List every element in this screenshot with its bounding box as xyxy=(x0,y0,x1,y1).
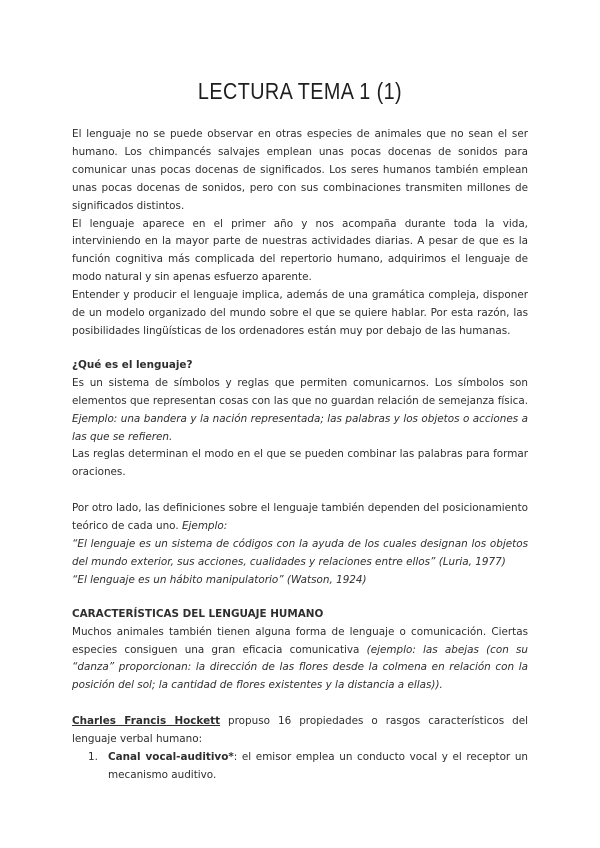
rules-paragraph: Las reglas determinan el modo en el que se pueden combinar las palabras para formar oraciones. xyxy=(72,448,528,479)
quote-luria: “El lenguaje es un sistema de códigos con la ayuda de los cuales designan los objetos del mundo exterior, sus acciones, cualidades y relaciones entre ellos” (Luria, 1977) xyxy=(72,538,528,568)
communication-example: (ejemplo: las abejas (con su “danza” proporcionan: la dirección de las flores desde la colmena en relación con la posición del sol; la cantidad de flores existentes y la distancia a ellas)). xyxy=(72,643,528,692)
quote-watson: “El lenguaje es un hábito manipulatorio” (Watson, 1924) xyxy=(72,573,367,586)
positioning-paragraph xyxy=(72,500,528,536)
intro-paragraph-3: Entender y producir el lenguaje implica, además de una gramática compleja, disponer de un modelo organizado del mundo sobre el que se quiere hablar. Por esta razón, las posibilidades lingüísticas de los ordenadores están muy por debajo de las humanas. xyxy=(72,289,528,337)
intro-paragraph-2: El lenguaje aparece en el primer año y nos acompaña durante toda la vida, interviniendo en la mayor parte de nuestras actividades diarias. A pesar de que es la función cognitiva más complicada del repertorio humano, adquirimos el lenguaje de modo natural y sin apenas esfuerzo aparente. xyxy=(72,217,528,284)
list-item xyxy=(72,749,528,785)
properties-list xyxy=(72,749,528,785)
section-heading-que-es: ¿Qué es el lenguaje? xyxy=(72,358,193,371)
list-item-description: : el emisor emplea un conducto vocal y el receptor un mecanismo auditivo. xyxy=(108,751,528,781)
section-heading-caracteristicas: CARACTERÍSTICAS DEL LENGUAJE HUMANO xyxy=(72,607,324,620)
hockett-name: Charles Francis Hockett xyxy=(72,715,221,728)
intro-paragraph-1: El lenguaje no se puede observar en otras especies de animales que no sean el ser humano. Los chimpancés salvajes emplean unas pocas docenas de sonidos para comunicar unas pocas docenas de significados. Los seres humanos también emplean unas pocas docenas de sonidos, pero con sus combinaciones transmiten millones de significados distintos. xyxy=(72,128,528,212)
definition-paragraph xyxy=(72,375,528,447)
hockett-text: propuso 16 propiedades o rasgos característicos del lenguaje verbal humano: xyxy=(72,715,528,746)
definition-text: Es un sistema de símbolos y reglas que permiten comunicarnos. Los símbolos son elementos que representan cosas con las que no guardan relación de semejanza física. xyxy=(72,376,528,407)
positioning-example-label: Ejemplo: xyxy=(181,520,228,533)
communication-paragraph xyxy=(72,624,528,696)
communication-text: Muchos animales también tienen alguna forma de lenguaje o comunicación. Ciertas especies consiguen una gran eficacia comunicativa xyxy=(72,625,528,656)
list-item-number: 1. xyxy=(88,751,98,764)
document-body xyxy=(72,126,528,785)
hockett-paragraph xyxy=(72,713,528,749)
document-title: LECTURA TEMA 1 (1) xyxy=(197,78,403,104)
definition-example: Ejemplo: una bandera y la nación representada; las palabras y los objetos o acciones a las que se refieren. xyxy=(72,412,528,443)
list-item-term: Canal vocal-auditivo* xyxy=(108,751,234,764)
positioning-text: Por otro lado, las definiciones sobre el lenguaje también dependen del posicionamiento teórico de cada uno. xyxy=(72,502,528,533)
